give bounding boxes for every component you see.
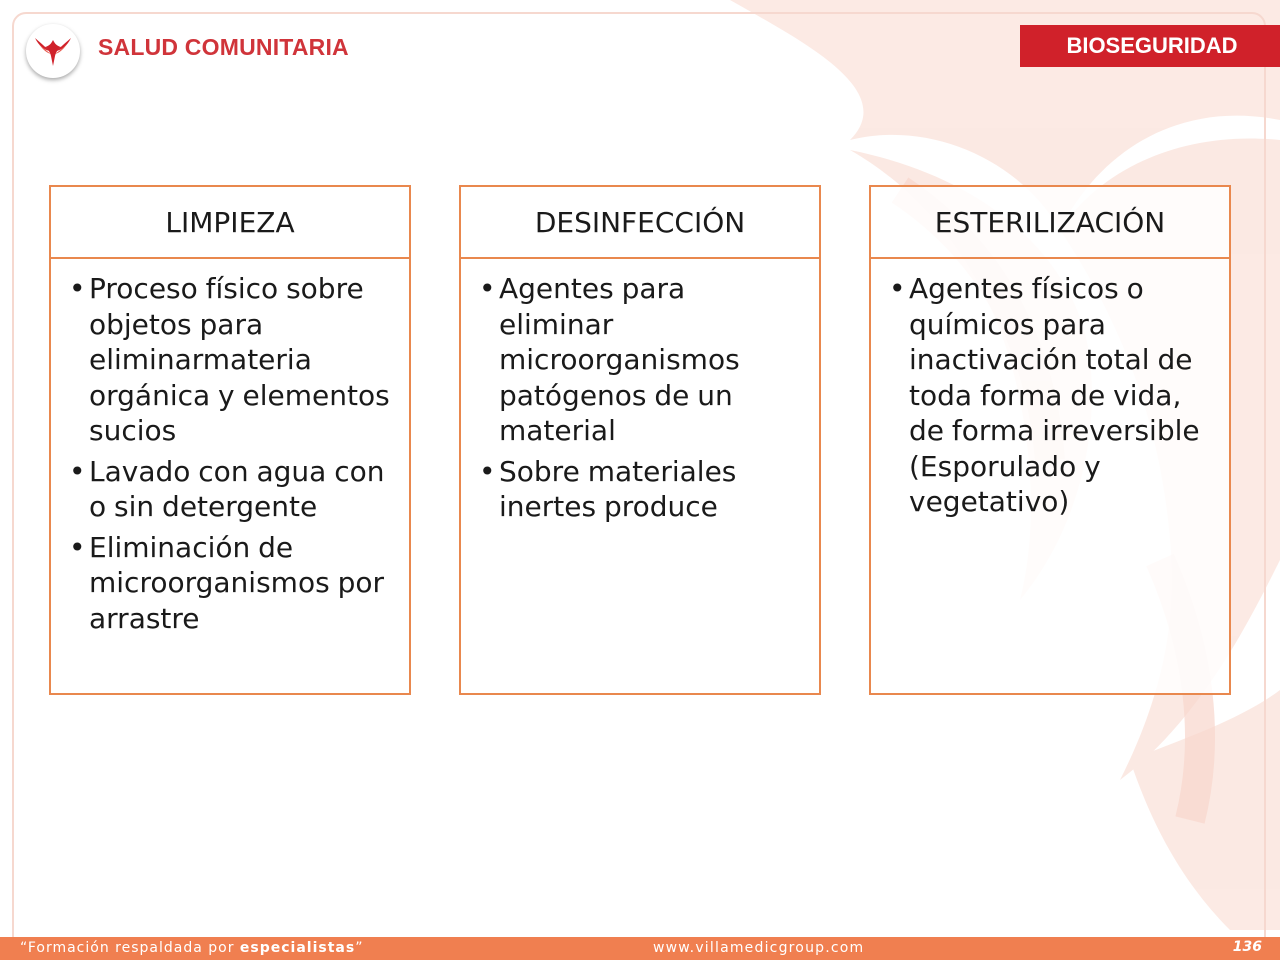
bullet-text: Proceso físico sobre objetos para eliminarmateria orgánica y elementos sucios (89, 272, 390, 447)
footer-bar (0, 937, 1280, 960)
bullet-dot-icon: • (69, 530, 86, 564)
bullet-dot-icon: • (889, 272, 906, 305)
card-body (51, 259, 409, 636)
card-desinfeccion (459, 185, 821, 695)
card-title: LIMPIEZA (51, 187, 409, 259)
bullet-text: Eliminación de microorganismos por arrastre (89, 530, 384, 635)
page-number: 136 (1232, 939, 1262, 955)
topic-badge: BIOSEGURIDAD (1020, 25, 1280, 67)
card-body (871, 259, 1229, 520)
card-esterilizacion (869, 185, 1231, 695)
brand-logo (26, 24, 80, 78)
footer-url: www.villamedicgroup.com (653, 940, 865, 956)
phoenix-logo-icon (33, 34, 73, 68)
bullet-item (69, 271, 395, 449)
bullet-dot-icon: • (479, 454, 496, 488)
footer-tagline (20, 940, 363, 956)
bullet-text: Sobre materiales inertes produce (499, 454, 737, 523)
bullet-item (69, 530, 395, 637)
bullet-item (479, 454, 805, 525)
bullet-dot-icon: • (479, 272, 496, 305)
tagline-text: “Formación respaldada por (20, 940, 240, 956)
bullet-text: Agentes para eliminar microorganismos patógenos de un material (499, 272, 740, 447)
bullet-item (889, 271, 1215, 520)
card-title: ESTERILIZACIÓN (871, 187, 1229, 259)
bullet-dot-icon: • (69, 272, 86, 305)
section-title: SALUD COMUNITARIA (98, 34, 349, 60)
card-limpieza (49, 185, 411, 695)
bullet-text: Lavado con agua con o sin detergente (89, 454, 385, 523)
card-title: DESINFECCIÓN (461, 187, 819, 259)
bullet-dot-icon: • (69, 454, 86, 488)
bullet-item (69, 454, 395, 525)
tagline-quote: ” (355, 940, 364, 956)
card-body (461, 259, 819, 525)
bullet-item (479, 271, 805, 449)
bullet-text: Agentes físicos o químicos para inactivación total de toda forma de vida, de forma irreversible (Esporulado y vegetativo) (909, 272, 1200, 518)
tagline-bold: especialistas (239, 940, 356, 956)
